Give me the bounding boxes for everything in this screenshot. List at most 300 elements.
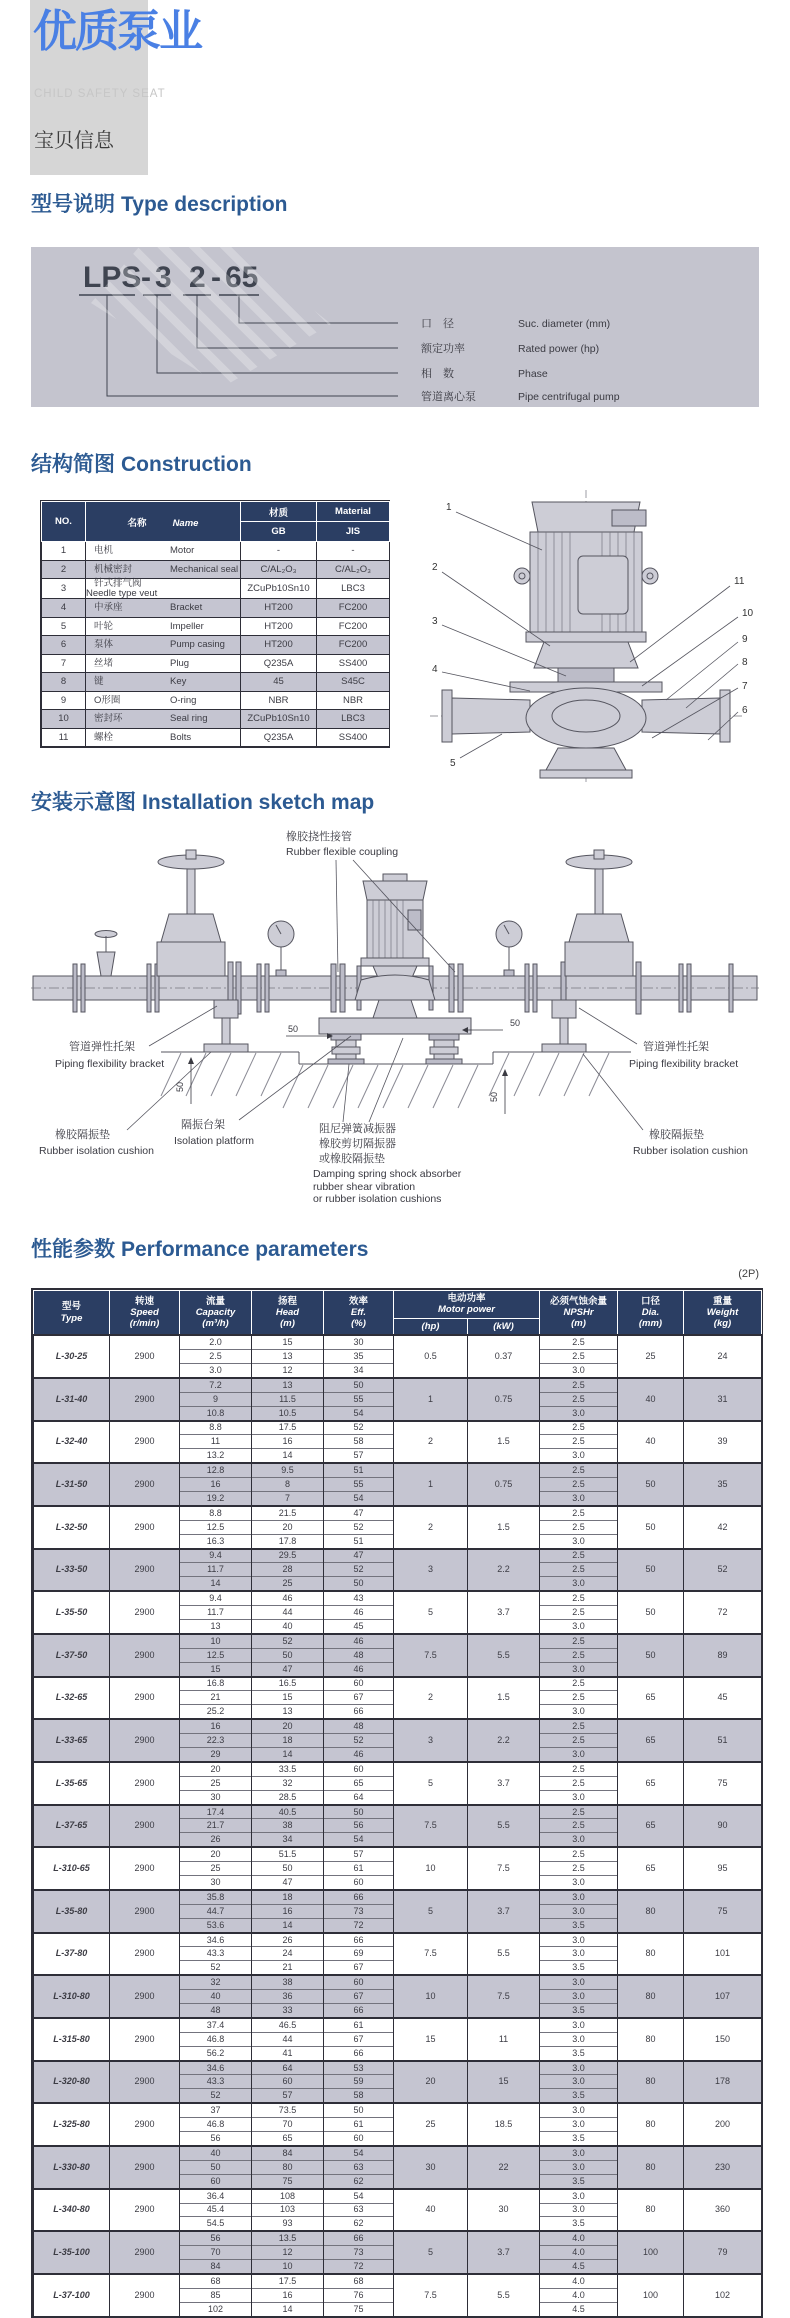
inline-pump — [355, 874, 435, 1018]
kw-value: 1.5 — [468, 1506, 540, 1549]
head-value: 40 — [252, 1619, 324, 1633]
npshr-value: 4.0 — [540, 2246, 618, 2260]
part-name — [86, 617, 241, 636]
coupling-label-en: Rubber flexible coupling — [286, 846, 399, 858]
hp-value: 7.5 — [394, 1634, 468, 1677]
npshr-value: 3.0 — [540, 1890, 618, 1904]
pump-foot — [546, 748, 626, 770]
construction-row — [42, 728, 390, 747]
eff-value: 64 — [324, 1790, 394, 1804]
part-no: 7 — [42, 654, 86, 673]
construction-heading — [31, 448, 252, 478]
npshr-value: 2.5 — [540, 1563, 618, 1577]
part-material-gb: ZCuPb10Sn10 — [241, 579, 317, 599]
capacity-value: 30 — [180, 1876, 252, 1890]
head-value: 40.5 — [252, 1805, 324, 1819]
npshr-value: 3.5 — [540, 2174, 618, 2188]
npshr-value: 3.5 — [540, 2089, 618, 2103]
weight-value: 89 — [684, 1634, 762, 1677]
capacity-value: 13.2 — [180, 1449, 252, 1463]
head-value: 75 — [252, 2174, 324, 2188]
npshr-value: 4.5 — [540, 2302, 618, 2315]
capacity-value: 7.2 — [180, 1378, 252, 1392]
perf-row — [34, 2061, 762, 2075]
npshr-value: 3.0 — [540, 2160, 618, 2174]
weight-value: 24 — [684, 1335, 762, 1378]
eff-value: 46 — [324, 1662, 394, 1676]
part-name — [86, 673, 241, 692]
head-value: 38 — [252, 1975, 324, 1989]
eff-value: 72 — [324, 2260, 394, 2274]
dia-value: 50 — [618, 1463, 684, 1506]
pump-model: L-35-50 — [34, 1591, 110, 1634]
part-material-jis: SS400 — [317, 728, 390, 747]
eff-value: 69 — [324, 1947, 394, 1961]
hp-value: 10 — [394, 1975, 468, 2018]
part-material-jis: FC200 — [317, 599, 390, 618]
eff-value: 67 — [324, 1961, 394, 1975]
construction-row — [42, 636, 390, 655]
callout-9: 9 — [742, 634, 748, 645]
eff-value: 50 — [324, 2103, 394, 2117]
dia-value: 50 — [618, 1549, 684, 1592]
head-value: 60 — [252, 2075, 324, 2089]
speed-value: 2900 — [110, 1762, 180, 1805]
part-material-gb: Q235A — [241, 654, 317, 673]
npshr-value: 3.0 — [540, 2189, 618, 2203]
suction-pipe — [452, 698, 530, 734]
capacity-value: 25 — [180, 1862, 252, 1876]
part-no: 8 — [42, 673, 86, 692]
dia-value: 80 — [618, 2018, 684, 2061]
head-value: 50 — [252, 1862, 324, 1876]
part-no: 4 — [42, 599, 86, 618]
type-label-power-en: Rated power (hp) — [518, 343, 600, 355]
head-value: 16 — [252, 1904, 324, 1918]
dia-value: 80 — [618, 2146, 684, 2189]
speed-value: 2900 — [110, 1421, 180, 1464]
head-value: 33.5 — [252, 1762, 324, 1776]
perf-row — [34, 1719, 762, 1733]
capacity-value: 34.6 — [180, 1933, 252, 1947]
eff-value: 75 — [324, 2302, 394, 2315]
dia-value: 100 — [618, 2231, 684, 2274]
npshr-value: 3.5 — [540, 2217, 618, 2231]
suction-flange — [442, 690, 452, 742]
eff-value: 76 — [324, 2288, 394, 2302]
eff-value: 48 — [324, 1648, 394, 1662]
heading-en: Installation sketch map — [142, 791, 375, 814]
kw-value: 7.5 — [468, 1847, 540, 1890]
construction-table-body — [42, 542, 390, 747]
damper-label-en2: rubber shear vibration — [313, 1181, 416, 1193]
pump-model: L-35-100 — [34, 2231, 110, 2274]
capacity-value: 56 — [180, 2132, 252, 2146]
dia-value: 65 — [618, 1719, 684, 1762]
part-material-jis: - — [317, 542, 390, 561]
perf-row — [34, 1890, 762, 1904]
page-title: 优质泵业 — [33, 7, 201, 56]
eff-value: 34 — [324, 1363, 394, 1377]
npshr-value: 3.0 — [540, 1406, 618, 1420]
kw-value: 30 — [468, 2189, 540, 2232]
weight-value: 95 — [684, 1847, 762, 1890]
part-name — [86, 654, 241, 673]
eff-value: 66 — [324, 2231, 394, 2245]
capacity-value: 2.5 — [180, 1350, 252, 1364]
capacity-value: 21 — [180, 1691, 252, 1705]
part-name-zh: 针式排气阀 — [94, 578, 142, 589]
eff-value: 66 — [324, 2046, 394, 2060]
npshr-value: 2.5 — [540, 1463, 618, 1477]
npshr-value: 2.5 — [540, 1847, 618, 1861]
speed-value: 2900 — [110, 1463, 180, 1506]
part-material-jis: LBC3 — [317, 579, 390, 599]
construction-table — [40, 500, 390, 748]
part-name-en: O-ring — [170, 694, 197, 706]
npshr-value: 2.5 — [540, 1378, 618, 1392]
model-dash1: - — [141, 261, 151, 294]
col-jis: JIS — [317, 522, 390, 542]
head-value: 12 — [252, 2246, 324, 2260]
part-material-jis: NBR — [317, 691, 390, 710]
head-value: 16 — [252, 2288, 324, 2302]
bracket-left-label-en: Piping flexibility bracket — [55, 1058, 165, 1070]
head-value: 34 — [252, 1833, 324, 1847]
npshr-value: 3.0 — [540, 1449, 618, 1463]
installation-diagram — [31, 824, 759, 1204]
weight-value: 79 — [684, 2231, 762, 2274]
weight-value: 35 — [684, 1463, 762, 1506]
perf-row — [34, 2018, 762, 2032]
head-value: 57 — [252, 2089, 324, 2103]
capacity-value: 17.4 — [180, 1805, 252, 1819]
capacity-value: 12.8 — [180, 1463, 252, 1477]
part-no: 3 — [42, 579, 86, 599]
capacity-value: 70 — [180, 2246, 252, 2260]
part-name-en: Mechanical seal — [170, 563, 239, 575]
speed-value: 2900 — [110, 1335, 180, 1378]
part-material-jis: FC200 — [317, 636, 390, 655]
eff-value: 62 — [324, 2174, 394, 2188]
head-value: 14 — [252, 2302, 324, 2315]
perf-row — [34, 2231, 762, 2245]
npshr-value: 3.0 — [540, 1748, 618, 1762]
head-value: 16 — [252, 1435, 324, 1449]
shock-absorber-right — [426, 1034, 462, 1064]
head-value: 28.5 — [252, 1790, 324, 1804]
kw-value: 3.7 — [468, 1762, 540, 1805]
heading-zh: 安装示意图 — [31, 791, 136, 814]
eff-value: 51 — [324, 1534, 394, 1548]
capacity-value: 11 — [180, 1435, 252, 1449]
dim-50-left-v: 50 — [175, 1081, 185, 1092]
col-head: 扬程 Head (m) — [252, 1291, 324, 1336]
damper-label-en1: Damping spring shock absorber — [313, 1168, 462, 1180]
npshr-value: 2.5 — [540, 1606, 618, 1620]
construction-row — [42, 617, 390, 636]
col-capacity: 流量 Capacity (m³/h) — [180, 1291, 252, 1336]
hp-value: 10 — [394, 1847, 468, 1890]
perf-row — [34, 1549, 762, 1563]
weight-value: 107 — [684, 1975, 762, 2018]
part-name — [86, 599, 241, 618]
head-value: 28 — [252, 1563, 324, 1577]
pressure-gauge-left — [268, 921, 294, 976]
capacity-value: 10 — [180, 1634, 252, 1648]
weight-value: 72 — [684, 1591, 762, 1634]
npshr-value: 2.5 — [540, 1648, 618, 1662]
npshr-value: 2.5 — [540, 1478, 618, 1492]
perf-row — [34, 1463, 762, 1477]
capacity-value: 40 — [180, 1990, 252, 2004]
capacity-value: 14 — [180, 1577, 252, 1591]
head-value: 17.5 — [252, 2274, 324, 2288]
hp-value: 3 — [394, 1549, 468, 1592]
npshr-value: 3.5 — [540, 2132, 618, 2146]
head-value: 38 — [252, 1819, 324, 1833]
heading-en: Construction — [121, 453, 252, 476]
eff-value: 52 — [324, 1421, 394, 1435]
speed-value: 2900 — [110, 1591, 180, 1634]
heading-en: Performance parameters — [121, 1238, 369, 1261]
weight-value: 360 — [684, 2189, 762, 2232]
dia-value: 80 — [618, 2061, 684, 2104]
npshr-value: 3.0 — [540, 1705, 618, 1719]
part-material-gb: ZCuPb10Sn10 — [241, 710, 317, 729]
col-kw: (kW) — [468, 1318, 540, 1335]
head-value: 11.5 — [252, 1392, 324, 1406]
kw-value: 1.5 — [468, 1421, 540, 1464]
dim-50-right: 50 — [509, 1018, 521, 1028]
construction-row — [42, 673, 390, 692]
capacity-value: 13 — [180, 1619, 252, 1633]
callout-1: 1 — [446, 502, 452, 513]
head-value: 70 — [252, 2118, 324, 2132]
speed-value: 2900 — [110, 1506, 180, 1549]
col-hp: (hp) — [394, 1318, 468, 1335]
dia-value: 100 — [618, 2274, 684, 2316]
perf-row — [34, 1378, 762, 1392]
drain-valve — [95, 931, 117, 977]
hp-value: 1 — [394, 1378, 468, 1421]
type-label-phase-zh: 相 数 — [421, 368, 454, 380]
head-value: 10 — [252, 2260, 324, 2274]
type-label-diameter-zh: 口 径 — [421, 318, 454, 330]
damper-label-zh3: 或橡胶隔振垫 — [319, 1153, 385, 1165]
pump-model: L-330-80 — [34, 2146, 110, 2189]
hp-value: 7.5 — [394, 2274, 468, 2316]
model-series: LPS — [83, 261, 142, 294]
cushion-left-label-zh: 橡胶隔振垫 — [55, 1129, 110, 1141]
eff-value: 66 — [324, 1933, 394, 1947]
col-eff: 效率 Eff. (%) — [324, 1291, 394, 1336]
eff-value: 60 — [324, 2132, 394, 2146]
capacity-value: 16 — [180, 1719, 252, 1733]
eff-value: 61 — [324, 2118, 394, 2132]
eff-value: 65 — [324, 1776, 394, 1790]
kw-value: 5.5 — [468, 1634, 540, 1677]
head-value: 29.5 — [252, 1549, 324, 1563]
part-name-en: Pump casing — [170, 639, 225, 650]
construction-row — [42, 560, 390, 579]
npshr-value: 3.0 — [540, 1363, 618, 1377]
page-subtitle: CHILD SAFETY SEAT — [34, 88, 166, 100]
weight-value: 101 — [684, 1933, 762, 1976]
npshr-value: 3.0 — [540, 2032, 618, 2046]
head-value: 44 — [252, 1606, 324, 1620]
npshr-value: 3.0 — [540, 1790, 618, 1804]
callout-7: 7 — [742, 681, 748, 692]
part-name — [86, 560, 241, 579]
pump-model: L-30-25 — [34, 1335, 110, 1378]
eff-value: 58 — [324, 2089, 394, 2103]
head-value: 20 — [252, 1719, 324, 1733]
npshr-value: 4.5 — [540, 2260, 618, 2274]
pump-model: L-325-80 — [34, 2103, 110, 2146]
heading-en: Type description — [121, 193, 288, 216]
kw-value: 11 — [468, 2018, 540, 2061]
part-material-jis: SS400 — [317, 654, 390, 673]
hp-value: 5 — [394, 1591, 468, 1634]
capacity-value: 85 — [180, 2288, 252, 2302]
head-value: 13 — [252, 1350, 324, 1364]
dia-value: 25 — [618, 1335, 684, 1378]
capacity-value: 2.0 — [180, 1335, 252, 1349]
col-dia: 口径 Dia. (mm) — [618, 1291, 684, 1336]
dia-value: 65 — [618, 1677, 684, 1720]
capacity-value: 43.3 — [180, 2075, 252, 2089]
product-info-label: 宝贝信息 — [34, 130, 114, 152]
part-name — [86, 728, 241, 747]
head-value: 17.8 — [252, 1534, 324, 1548]
hp-value: 1 — [394, 1463, 468, 1506]
capacity-value: 53.6 — [180, 1918, 252, 1932]
type-label-diameter-en: Suc. diameter (mm) — [518, 318, 611, 330]
capacity-value: 11.7 — [180, 1563, 252, 1577]
capacity-value: 9.4 — [180, 1591, 252, 1605]
npshr-value: 3.0 — [540, 1833, 618, 1847]
kw-value: 2.2 — [468, 1719, 540, 1762]
npshr-value: 4.0 — [540, 2288, 618, 2302]
capacity-value: 19.2 — [180, 1491, 252, 1505]
head-value: 64 — [252, 2061, 324, 2075]
npshr-value: 2.5 — [540, 1506, 618, 1520]
type-label-series-zh: 管道离心泵 — [421, 391, 476, 403]
part-name-en: Impeller — [170, 620, 204, 632]
npshr-value: 3.0 — [540, 2018, 618, 2032]
dia-value: 80 — [618, 2189, 684, 2232]
kw-value: 3.7 — [468, 1591, 540, 1634]
col-name: 名称 Name — [86, 502, 241, 542]
weight-value: 75 — [684, 1890, 762, 1933]
kw-value: 1.5 — [468, 1677, 540, 1720]
eff-value: 50 — [324, 1577, 394, 1591]
eff-value: 54 — [324, 1406, 394, 1420]
capacity-value: 10.8 — [180, 1406, 252, 1420]
head-value: 51.5 — [252, 1847, 324, 1861]
npshr-value: 3.0 — [540, 1662, 618, 1676]
damper-label-zh2: 橡胶剪切隔振器 — [319, 1138, 396, 1150]
hp-value: 7.5 — [394, 1933, 468, 1976]
pump-model: L-32-50 — [34, 1506, 110, 1549]
capacity-value: 50 — [180, 2160, 252, 2174]
perf-row — [34, 1847, 762, 1861]
weight-value: 150 — [684, 2018, 762, 2061]
speed-value: 2900 — [110, 1549, 180, 1592]
eff-value: 46 — [324, 1748, 394, 1762]
pump-model: L-340-80 — [34, 2189, 110, 2232]
capacity-value: 12.5 — [180, 1648, 252, 1662]
npshr-value: 2.5 — [540, 1520, 618, 1534]
capacity-value: 60 — [180, 2174, 252, 2188]
speed-value: 2900 — [110, 1634, 180, 1677]
head-value: 93 — [252, 2217, 324, 2231]
npshr-value: 3.5 — [540, 2046, 618, 2060]
part-material-jis: C/AL₂O₃ — [317, 560, 390, 579]
capacity-value: 9.4 — [180, 1549, 252, 1563]
model-phase-digit: 3 — [155, 261, 172, 294]
hp-value: 25 — [394, 2103, 468, 2146]
head-value: 14 — [252, 1918, 324, 1932]
npshr-value: 3.0 — [540, 1947, 618, 1961]
hp-value: 20 — [394, 2061, 468, 2104]
perf-row — [34, 1421, 762, 1435]
head-value: 25 — [252, 1577, 324, 1591]
construction-row — [42, 579, 390, 599]
speed-value: 2900 — [110, 1890, 180, 1933]
speed-value: 2900 — [110, 2274, 180, 2316]
capacity-value: 54.5 — [180, 2217, 252, 2231]
capacity-value: 16 — [180, 1478, 252, 1492]
dia-value: 80 — [618, 1975, 684, 2018]
eff-value: 52 — [324, 1520, 394, 1534]
eff-value: 54 — [324, 2189, 394, 2203]
construction-row — [42, 691, 390, 710]
weight-value: 45 — [684, 1677, 762, 1720]
capacity-value: 102 — [180, 2302, 252, 2315]
perf-row — [34, 1762, 762, 1776]
part-name — [86, 636, 241, 655]
head-value: 108 — [252, 2189, 324, 2203]
weight-value: 31 — [684, 1378, 762, 1421]
capacity-value: 48 — [180, 2004, 252, 2018]
callout-3: 3 — [432, 616, 438, 627]
kw-value: 2.2 — [468, 1549, 540, 1592]
bracket-right-label-zh: 管道弹性托架 — [643, 1041, 709, 1053]
capacity-value: 29 — [180, 1748, 252, 1762]
kw-value: 3.7 — [468, 2231, 540, 2274]
head-value: 46 — [252, 1591, 324, 1605]
pump-model: L-33-50 — [34, 1549, 110, 1592]
head-value: 65 — [252, 2132, 324, 2146]
part-no: 6 — [42, 636, 86, 655]
head-value: 80 — [252, 2160, 324, 2174]
part-material-jis: S45C — [317, 673, 390, 692]
hp-value: 30 — [394, 2146, 468, 2189]
capacity-value: 52 — [180, 1961, 252, 1975]
eff-value: 46 — [324, 1606, 394, 1620]
part-material-jis: LBC3 — [317, 710, 390, 729]
kw-value: 5.5 — [468, 1933, 540, 1976]
eff-value: 48 — [324, 1719, 394, 1733]
perf-row — [34, 1335, 762, 1349]
perf-row — [34, 1591, 762, 1605]
part-material-gb: HT200 — [241, 636, 317, 655]
kw-value: 15 — [468, 2061, 540, 2104]
part-name-zh: 密封环 — [94, 713, 123, 724]
head-value: 50 — [252, 1648, 324, 1662]
